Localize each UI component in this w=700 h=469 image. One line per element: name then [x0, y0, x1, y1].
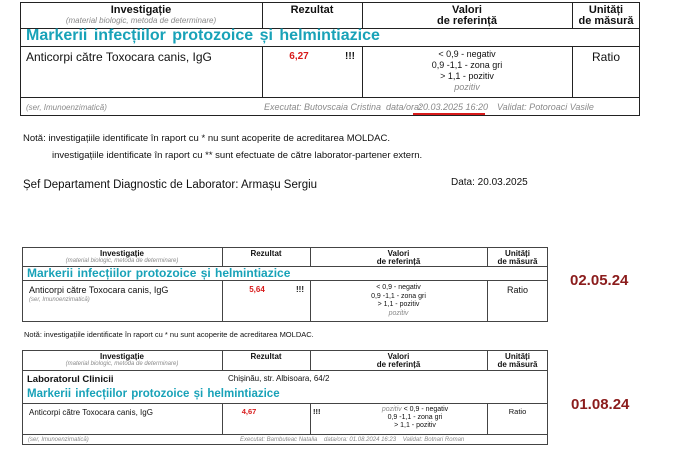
note-line-1: Notă: investigațiile identificate în raport cu * nu sunt acoperite de acreditarea MOLDAC.	[23, 133, 390, 144]
result-flag: !!!	[345, 51, 355, 62]
handwritten-date: 01.08.24	[571, 396, 630, 413]
ref-line: < 0,9 - negativ	[403, 406, 449, 413]
col-header-unitati-2: de măsură	[497, 257, 538, 266]
department-head: Șef Departament Diagnostic de Laborator: Armașu Sergiu	[23, 179, 318, 191]
reference-values	[310, 284, 487, 318]
col-header-rezultat: Rezultat	[290, 4, 334, 16]
col-header-valori-2: de referință	[376, 360, 421, 369]
unit: Ratio	[506, 285, 528, 295]
test-name: Anticorpi către Toxocara canis, IgG	[29, 285, 169, 295]
report-date: Data: 20.03.2025	[451, 177, 528, 188]
datetime-label: data/ora:	[386, 102, 422, 112]
divider	[22, 370, 548, 371]
reference-values	[362, 49, 572, 93]
divider	[22, 434, 548, 435]
reference-values	[360, 406, 470, 430]
unit: Ratio	[508, 407, 527, 416]
ref-line: > 1,1 - pozitiv	[394, 422, 436, 429]
note-line-2: investigațiile identificate în raport cu ** sunt efectuate de către laborator-partener extern.	[52, 150, 423, 161]
ref-interpretation: pozitiv	[454, 82, 480, 92]
section-title: Markerii infecțiilor protozoice și helmintiazice	[27, 266, 291, 280]
result-value: 5,64	[249, 285, 265, 294]
ref-line: 0,9 -1,1 - zona gri	[387, 414, 443, 421]
method: (ser, Imunoenzimatică)	[26, 103, 107, 112]
col-header-investigatie-sub: (material biologic, metoda de determinare)	[65, 258, 179, 264]
divider	[310, 403, 311, 434]
lab-name: Laboratorul Clinicii	[27, 374, 114, 385]
note-line: Notă: investigațiile identificate în raport cu * nu sunt acoperite de acreditarea MOLDAC.	[24, 330, 314, 339]
result-value: 4,67	[241, 407, 257, 416]
section-title: Markerii infecțiilor protozoice și helmintiazice	[27, 388, 280, 400]
lab-address: Chișinău, str. Albisoara, 64/2	[228, 374, 330, 383]
col-header-unitati: Unități	[505, 352, 530, 361]
col-header-valori: Valori	[387, 249, 410, 258]
col-header-investigatie: Investigație	[99, 249, 144, 258]
result-value: 6,27	[289, 51, 309, 62]
divider	[22, 280, 548, 281]
col-header-unitati: Unități	[505, 249, 530, 258]
result-flag: !!!	[313, 407, 321, 416]
ref-line: < 0,9 - negativ	[376, 284, 421, 291]
handwritten-date: 02.05.24	[570, 272, 629, 289]
col-header-rezultat: Rezultat	[250, 249, 282, 258]
divider	[20, 46, 640, 47]
col-header-investigatie: Investigație	[110, 4, 172, 16]
col-header-unitati: Unități	[588, 4, 624, 16]
ref-line: > 1,1 - pozitiv	[377, 301, 420, 308]
ref-line: < 0,9 - negativ	[438, 49, 496, 59]
execution-footer: Executat: Bambuteac Natalia data/ora: 01.08.2024 16:23 Validat: Botnari Roman	[240, 437, 465, 443]
col-header-valori: Valori	[387, 352, 410, 361]
result-flag: !!!	[296, 285, 304, 294]
ref-line: 0,9 -1,1 - zona gri	[431, 60, 503, 70]
datetime-underline	[413, 113, 485, 115]
test-name: Anticorpi către Toxocara canis, IgG	[26, 50, 212, 64]
ref-interpretation: pozitiv	[388, 309, 409, 317]
col-header-investigatie-sub: (material biologic, metoda de determinare)	[65, 361, 179, 367]
validated-by: Validat: Potoroaci Vasile	[497, 102, 594, 112]
test-name: Anticorpi către Toxocara canis, IgG	[29, 408, 153, 417]
section-title: Markerii infecțiilor protozoice și helmintiazice	[26, 27, 380, 44]
method: (ser, Imunoenzimatică)	[29, 297, 90, 303]
datetime-value: 20.03.2025 16:20	[418, 102, 489, 112]
col-header-investigatie: Investigație	[99, 352, 144, 361]
report-block-1	[0, 0, 700, 191]
col-header-investigatie-sub: (material biologic, metoda de determinare)	[65, 16, 217, 25]
divider	[22, 403, 548, 404]
col-header-valori: Valori	[452, 4, 482, 16]
col-header-valori-2: de referință	[437, 15, 497, 27]
divider	[20, 97, 640, 98]
unit: Ratio	[591, 50, 620, 64]
col-header-unitati-2: de măsură	[578, 15, 634, 27]
col-header-valori-2: de referință	[376, 257, 421, 266]
method: (ser, Imunoenzimatică)	[28, 437, 89, 443]
ref-line: 0,9 -1,1 - zona gri	[371, 292, 426, 300]
ref-line: > 1,1 - pozitiv	[440, 71, 494, 81]
col-header-unitati-2: de măsură	[497, 360, 538, 369]
ref-line-1	[360, 406, 470, 414]
col-header-rezultat: Rezultat	[250, 352, 282, 361]
ref-interpretation: pozitiv	[381, 406, 402, 413]
executed-by: Executat: Butovscaia Cristina	[264, 102, 382, 112]
